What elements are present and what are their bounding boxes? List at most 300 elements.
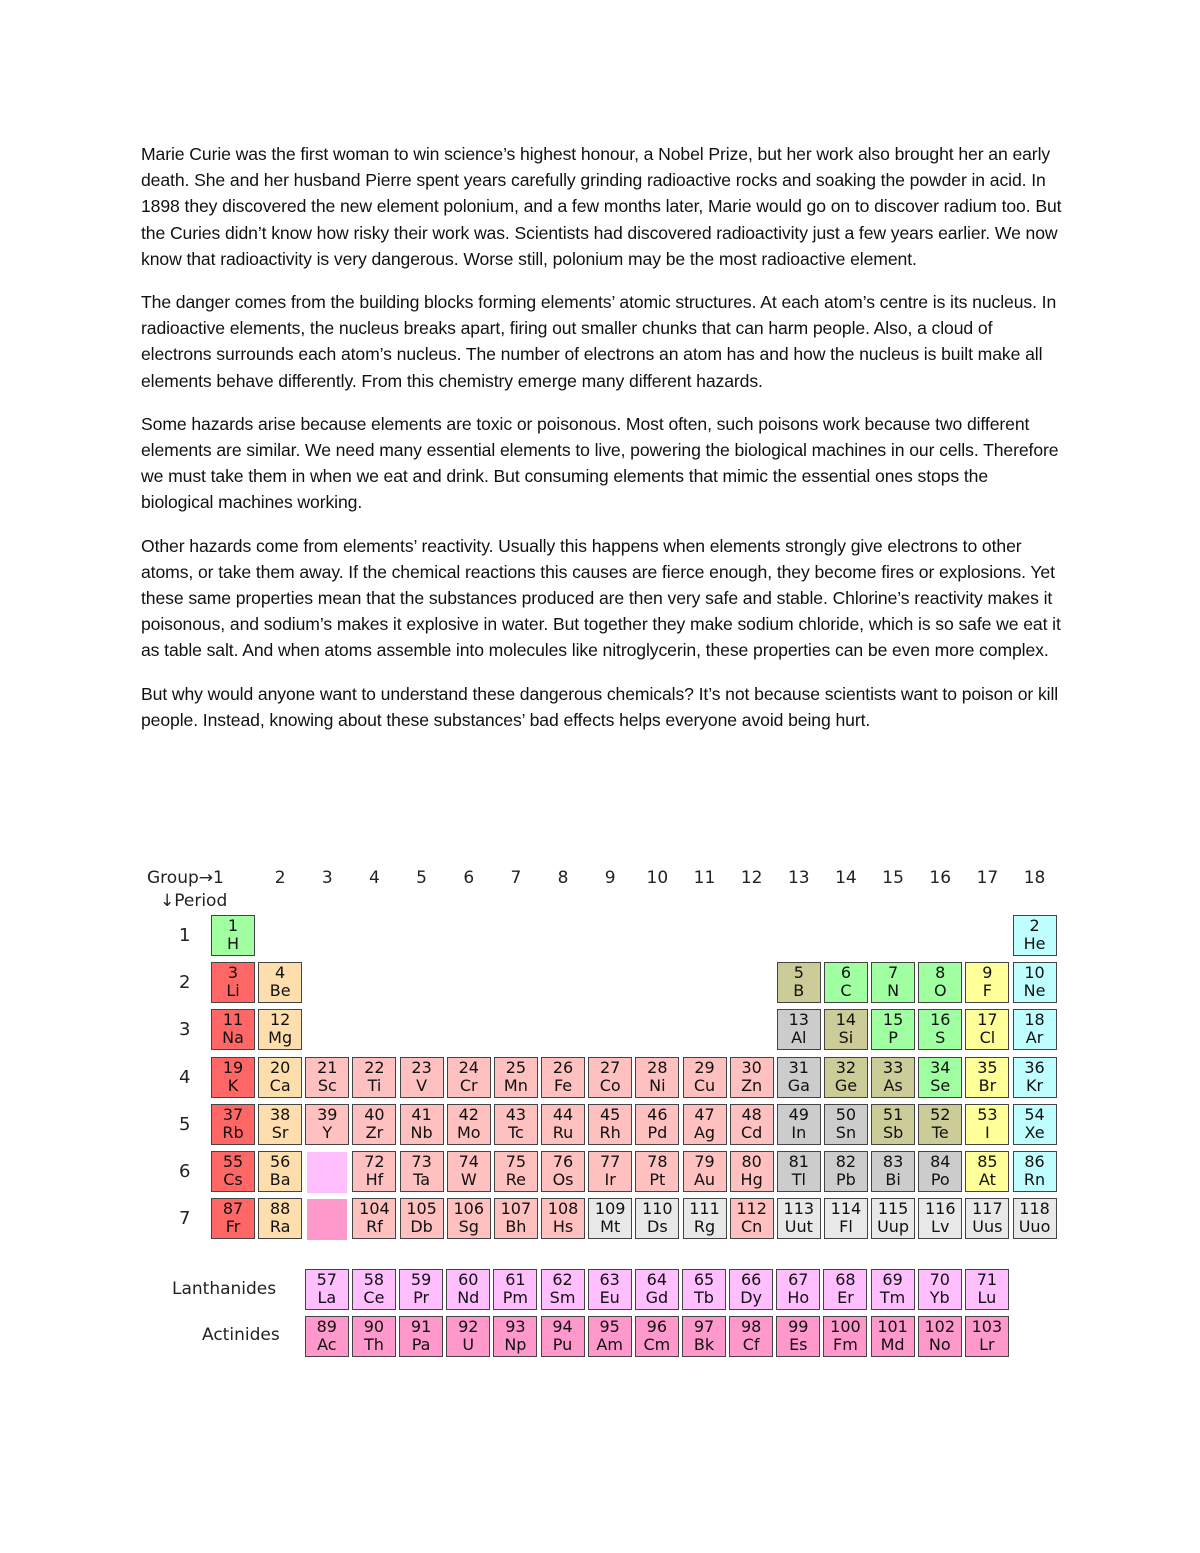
atomic-number: 17: [977, 1010, 998, 1030]
element-cell: [965, 1269, 1009, 1310]
atomic-number: 108: [547, 1199, 579, 1219]
atomic-number: 30: [741, 1057, 762, 1077]
atomic-number: 85: [977, 1152, 998, 1171]
element-symbol: Po: [930, 1170, 950, 1189]
element-symbol: S: [935, 1028, 946, 1048]
atomic-number: 61: [505, 1270, 526, 1289]
element-cell: [871, 962, 915, 1003]
atomic-number: 52: [930, 1104, 951, 1124]
element-cell: [493, 1269, 537, 1310]
element-symbol: Ta: [413, 1170, 431, 1189]
element-cell: [211, 1009, 255, 1050]
element-symbol: Bk: [693, 1335, 715, 1354]
period-number: 4: [179, 1066, 191, 1088]
element-symbol: Er: [837, 1288, 854, 1307]
element-cell: [400, 1104, 444, 1145]
element-symbol: Na: [222, 1028, 244, 1048]
atomic-number: 105: [406, 1199, 437, 1219]
element-symbol: Fe: [553, 1075, 573, 1095]
element-cell: [211, 1057, 255, 1098]
element-cell: [400, 1198, 444, 1239]
element-symbol: Cr: [459, 1075, 478, 1095]
element-symbol: Es: [789, 1335, 808, 1354]
atomic-number: 22: [364, 1057, 385, 1077]
element-cell: [541, 1104, 585, 1145]
element-symbol: P: [888, 1028, 898, 1048]
element-symbol: Eu: [599, 1288, 620, 1307]
element-cell: [824, 962, 868, 1003]
paragraph: But why would anyone want to understand these dangerous chemicals? It’s not because scientists want to poison or kill people. Instead, knowing about these substances’ bad effects helps everyone avoid being hurt.: [141, 683, 1059, 730]
element-symbol: Np: [504, 1335, 527, 1354]
element-cell: [918, 1009, 962, 1050]
element-cell: [682, 1269, 726, 1310]
paragraph: Other hazards come from elements’ reactivity. Usually this happens when elements strongly give electrons to other atoms, or take them away. If the chemical reactions this causes are fierce enough, they become fires or explosions. Yet these same properties mean that the substances produced are then very safe and stable. Chlorine’s reactivity makes it poisonous, and sodium’s makes it explosive in water. But together they make sodium chloride, which is so safe we eat it as table salt. And when atoms assemble into molecules like nitroglycerin, these properties can be even more complex.: [141, 535, 1061, 661]
element-symbol: Cd: [740, 1122, 763, 1142]
element-cell: [777, 1198, 821, 1239]
atomic-number: 76: [552, 1152, 574, 1171]
element-cell: [635, 1198, 679, 1239]
element-cell: [965, 962, 1009, 1003]
element-symbol: Sr: [271, 1122, 289, 1142]
group-number: 3: [321, 868, 333, 888]
element-symbol: Cf: [742, 1335, 760, 1354]
atomic-number: 92: [458, 1317, 479, 1336]
element-symbol: In: [791, 1122, 807, 1142]
atomic-number: 111: [689, 1199, 720, 1219]
element-symbol: I: [985, 1122, 990, 1142]
element-cell: [824, 1151, 868, 1192]
element-symbol: F: [982, 981, 992, 1001]
atomic-number: 97: [693, 1317, 715, 1336]
group-number: 7: [510, 868, 522, 888]
element-cell: [447, 1057, 491, 1098]
element-cell: [494, 1057, 538, 1098]
atomic-number: 26: [552, 1057, 574, 1077]
element-symbol: Fm: [833, 1335, 858, 1354]
atomic-number: 31: [788, 1057, 809, 1077]
atomic-number: 107: [500, 1199, 532, 1219]
atomic-number: 116: [924, 1199, 956, 1219]
group-number: 2: [274, 868, 286, 888]
group-number: 8: [557, 868, 569, 888]
element-cell: [588, 1198, 632, 1239]
element-symbol: Ar: [1025, 1028, 1044, 1048]
atomic-number: 37: [222, 1104, 244, 1124]
element-symbol: Cl: [979, 1028, 996, 1048]
element-cell: [635, 1269, 679, 1310]
element-symbol: Fr: [225, 1217, 241, 1237]
element-symbol: Yb: [929, 1288, 950, 1307]
period-number: 5: [179, 1113, 191, 1135]
element-symbol: Th: [363, 1335, 384, 1354]
element-cell: [777, 1009, 821, 1050]
element-cell: [305, 1316, 349, 1357]
element-cell: [683, 1057, 727, 1098]
element-cell: [494, 1151, 538, 1192]
element-cell: [730, 1198, 774, 1239]
element-cell: [730, 1057, 774, 1098]
atomic-number: 73: [411, 1152, 432, 1171]
atomic-number: 32: [835, 1057, 857, 1077]
element-cell: [305, 1104, 349, 1145]
element-cell: [965, 1198, 1009, 1239]
atomic-number: 51: [882, 1104, 904, 1124]
element-symbol: Zr: [365, 1122, 384, 1142]
atomic-number: 23: [411, 1057, 432, 1077]
element-cell: [824, 1009, 868, 1050]
element-cell: [729, 1269, 773, 1310]
atomic-number: 20: [269, 1057, 291, 1077]
element-symbol: K: [227, 1075, 239, 1095]
atomic-number: 56: [269, 1152, 291, 1171]
element-cell: [352, 1057, 396, 1098]
element-symbol: Fl: [839, 1217, 853, 1237]
element-symbol: Ne: [1023, 981, 1046, 1001]
atomic-number: 43: [505, 1104, 527, 1124]
element-cell: [918, 1198, 962, 1239]
atomic-number: 4: [275, 963, 286, 983]
element-symbol: Te: [931, 1122, 949, 1142]
element-cell: [541, 1057, 585, 1098]
element-symbol: Pr: [413, 1288, 430, 1307]
actinide-placeholder: [307, 1199, 347, 1240]
atomic-number: 70: [929, 1270, 950, 1289]
element-symbol: H: [226, 934, 240, 953]
atomic-number: 12: [269, 1010, 291, 1030]
element-cell: [541, 1269, 585, 1310]
element-cell: [730, 1151, 774, 1192]
atomic-number: 1: [227, 916, 239, 935]
element-symbol: O: [933, 981, 947, 1001]
paragraph: Some hazards arise because elements are toxic or poisonous. Most often, such poisons work because two different elements are similar. We need many essential elements to live, powering the biological machines in our cells. Therefore we must take them in when we eat and drink. But consuming elements that mimic the essential ones stops the biological machines working.: [141, 413, 1059, 513]
atomic-number: 19: [222, 1057, 244, 1077]
element-cell: [1013, 1104, 1057, 1145]
element-cell: [258, 1198, 302, 1239]
atomic-number: 2: [1029, 916, 1040, 935]
lanthanides-label: Lanthanides: [172, 1279, 277, 1299]
element-symbol: Mo: [456, 1122, 481, 1142]
element-symbol: Cs: [223, 1170, 243, 1189]
atomic-number: 67: [788, 1270, 809, 1289]
element-symbol: Ge: [834, 1075, 858, 1095]
element-symbol: He: [1023, 934, 1046, 953]
atomic-number: 3: [227, 963, 239, 983]
element-cell: [965, 1104, 1009, 1145]
element-cell: [683, 1104, 727, 1145]
atomic-number: 100: [830, 1317, 861, 1336]
atomic-number: 25: [505, 1057, 527, 1077]
group-number: 4: [369, 868, 380, 888]
atomic-number: 33: [882, 1057, 904, 1077]
atomic-number: 18: [1024, 1010, 1045, 1030]
atomic-number: 81: [788, 1152, 809, 1171]
atomic-number: 114: [830, 1199, 862, 1219]
atomic-number: 58: [363, 1270, 385, 1289]
atomic-number: 50: [835, 1104, 857, 1124]
atomic-number: 21: [317, 1057, 338, 1077]
atomic-number: 65: [693, 1270, 715, 1289]
atomic-number: 9: [982, 963, 993, 983]
element-symbol: Bi: [885, 1170, 901, 1189]
element-symbol: Ba: [269, 1170, 291, 1189]
element-cell: [918, 1057, 962, 1098]
element-symbol: La: [317, 1288, 337, 1307]
atomic-number: 113: [783, 1199, 815, 1219]
atomic-number: 15: [882, 1010, 904, 1030]
atomic-number: 53: [977, 1104, 998, 1124]
element-symbol: Pm: [502, 1288, 528, 1307]
element-cell: [493, 1316, 537, 1357]
element-cell: [541, 1198, 585, 1239]
element-symbol: No: [928, 1335, 951, 1354]
element-symbol: Db: [410, 1217, 433, 1237]
group-label: Group→1: [147, 868, 224, 888]
element-cell: [258, 1151, 302, 1192]
element-cell: [823, 1269, 867, 1310]
atomic-number: 39: [317, 1104, 338, 1124]
element-cell: [918, 1151, 962, 1192]
group-number: 12: [740, 868, 763, 888]
paragraph: Marie Curie was the first woman to win science’s highest honour, a Nobel Prize, but her work also brought her an early death. She and her husband Pierre spent years carefully grinding radioactive rocks and soaking the powder in acid. In 1898 they discovered the new element polonium, and a few months later, Marie would go on to discover radium too. But the Curies didn’t know how risky their work was. Scientists had discovered radioactivity just a few years earlier. We now know that radioactivity is very dangerous. Worse still, polonium may be the most radioactive element.: [141, 144, 1062, 269]
group-number: 16: [929, 868, 952, 888]
element-symbol: Uup: [877, 1217, 910, 1237]
atomic-number: 118: [1019, 1199, 1050, 1219]
element-cell: [824, 1198, 868, 1239]
element-cell: [305, 1057, 349, 1098]
atomic-number: 47: [694, 1104, 715, 1124]
element-cell: [871, 1198, 915, 1239]
atomic-number: 104: [359, 1199, 390, 1219]
atomic-number: 106: [453, 1199, 485, 1219]
element-cell: [965, 1057, 1009, 1098]
element-cell: [211, 1151, 255, 1192]
atomic-number: 93: [505, 1317, 526, 1336]
element-cell: [635, 1057, 679, 1098]
element-symbol: Ce: [363, 1288, 385, 1307]
element-cell: [871, 1104, 915, 1145]
atomic-number: 71: [976, 1270, 998, 1289]
element-symbol: Ca: [269, 1075, 291, 1095]
element-cell: [399, 1316, 443, 1357]
atomic-number: 36: [1024, 1057, 1045, 1077]
period-number: 7: [179, 1208, 191, 1230]
element-symbol: Mg: [268, 1028, 293, 1048]
atomic-number: 38: [269, 1104, 291, 1124]
element-cell: [352, 1316, 396, 1357]
atomic-number: 10: [1024, 963, 1045, 983]
group-number: 18: [1023, 868, 1046, 888]
atomic-number: 95: [599, 1317, 620, 1336]
element-cell: [258, 1009, 302, 1050]
element-symbol: Pd: [647, 1122, 668, 1142]
element-cell: [635, 1104, 679, 1145]
element-cell: [965, 1316, 1009, 1357]
element-cell: [871, 1151, 915, 1192]
element-cell: [777, 1057, 821, 1098]
element-symbol: Si: [838, 1028, 854, 1048]
actinides-label: Actinides: [202, 1325, 280, 1345]
group-number: 15: [882, 868, 904, 888]
element-cell: [777, 1151, 821, 1192]
element-symbol: Rf: [366, 1217, 383, 1237]
period-number: 1: [179, 925, 191, 946]
element-symbol: Lu: [977, 1288, 997, 1307]
element-cell: [635, 1151, 679, 1192]
element-cell: [824, 1104, 868, 1145]
element-cell: [258, 1057, 302, 1098]
element-symbol: Am: [596, 1335, 623, 1354]
element-cell: [918, 962, 962, 1003]
period-number: 3: [179, 1019, 191, 1041]
element-symbol: Li: [226, 981, 240, 1001]
element-symbol: Cm: [643, 1335, 671, 1354]
element-cell: [965, 1151, 1009, 1192]
atomic-number: 41: [411, 1104, 432, 1124]
atomic-number: 63: [599, 1270, 620, 1289]
lanthanide-placeholder: [307, 1152, 347, 1193]
atomic-number: 78: [647, 1152, 668, 1171]
atomic-number: 83: [882, 1152, 904, 1171]
element-cell: [1013, 962, 1057, 1003]
element-cell: [683, 1151, 727, 1192]
element-cell: [588, 1057, 632, 1098]
element-symbol: Ra: [269, 1217, 291, 1237]
atomic-number: 89: [316, 1317, 337, 1336]
element-symbol: Sb: [882, 1122, 904, 1142]
element-symbol: Lr: [979, 1335, 995, 1354]
element-symbol: Ho: [787, 1288, 810, 1307]
element-symbol: Nd: [457, 1288, 480, 1307]
element-cell: [871, 1009, 915, 1050]
atomic-number: 109: [594, 1199, 626, 1219]
atomic-number: 99: [788, 1317, 809, 1336]
element-cell: [352, 1269, 396, 1310]
atomic-number: 102: [924, 1317, 956, 1336]
element-symbol: Lv: [931, 1217, 950, 1237]
element-cell: [494, 1198, 538, 1239]
element-symbol: Tl: [791, 1170, 806, 1189]
atomic-number: 77: [600, 1152, 621, 1171]
element-symbol: Nb: [410, 1122, 433, 1142]
atomic-number: 34: [930, 1057, 951, 1077]
element-symbol: B: [793, 981, 805, 1001]
element-cell: [211, 962, 255, 1003]
atomic-number: 60: [458, 1270, 479, 1289]
element-symbol: Be: [269, 981, 291, 1001]
atomic-number: 55: [222, 1152, 244, 1171]
group-number: 13: [787, 868, 810, 888]
element-symbol: Ir: [604, 1170, 616, 1189]
element-symbol: Gd: [645, 1288, 669, 1307]
atomic-number: 69: [882, 1270, 903, 1289]
element-symbol: Cu: [693, 1075, 716, 1095]
atomic-number: 57: [316, 1270, 337, 1289]
atomic-number: 8: [935, 963, 946, 983]
group-number: 11: [693, 868, 716, 888]
element-symbol: At: [978, 1170, 996, 1189]
element-symbol: Ti: [367, 1075, 382, 1095]
element-symbol: Hs: [552, 1217, 574, 1237]
element-cell: [400, 1057, 444, 1098]
period-label: ↓Period: [160, 891, 228, 911]
atomic-number: 35: [977, 1057, 998, 1077]
element-cell: [1013, 1009, 1057, 1050]
element-cell: [777, 1104, 821, 1145]
element-symbol: Rb: [222, 1122, 244, 1142]
element-symbol: Ac: [317, 1335, 337, 1354]
atomic-number: 101: [877, 1317, 908, 1336]
atomic-number: 27: [600, 1057, 621, 1077]
element-cell: [588, 1104, 632, 1145]
element-cell: [776, 1269, 820, 1310]
element-cell: [399, 1269, 443, 1310]
element-symbol: Al: [791, 1028, 807, 1048]
atomic-number: 28: [647, 1057, 668, 1077]
group-number: 9: [604, 868, 616, 888]
atomic-number: 72: [364, 1152, 385, 1171]
element-symbol: Ag: [693, 1122, 716, 1142]
element-symbol: Mt: [600, 1217, 621, 1237]
element-cell: [1013, 915, 1057, 956]
atomic-number: 90: [363, 1317, 385, 1336]
element-symbol: Tm: [879, 1288, 906, 1307]
element-cell: [494, 1104, 538, 1145]
atomic-number: 79: [694, 1152, 715, 1171]
element-symbol: Ni: [649, 1075, 666, 1095]
element-cell: [447, 1151, 491, 1192]
atomic-number: 6: [840, 963, 852, 983]
atomic-number: 94: [552, 1317, 573, 1336]
element-symbol: Os: [552, 1170, 574, 1189]
element-cell: [1013, 1057, 1057, 1098]
element-cell: [683, 1198, 727, 1239]
atomic-number: 91: [410, 1317, 432, 1336]
element-cell: [447, 1104, 491, 1145]
element-symbol: Rn: [1023, 1170, 1046, 1189]
element-symbol: As: [883, 1075, 903, 1095]
element-symbol: Md: [880, 1335, 905, 1354]
element-symbol: Y: [322, 1122, 333, 1142]
element-cell: [1013, 1151, 1057, 1192]
element-cell: [1013, 1198, 1057, 1239]
group-number: 6: [463, 868, 475, 888]
atomic-number: 14: [835, 1010, 857, 1030]
atomic-number: 82: [835, 1152, 857, 1171]
element-symbol: W: [460, 1170, 477, 1189]
element-symbol: Tb: [694, 1288, 714, 1307]
atomic-number: 68: [835, 1270, 856, 1289]
atomic-number: 42: [458, 1104, 479, 1124]
element-cell: [777, 962, 821, 1003]
element-cell: [965, 1009, 1009, 1050]
element-cell: [918, 1269, 962, 1310]
element-symbol: Hg: [740, 1170, 763, 1189]
element-cell: [211, 1104, 255, 1145]
element-cell: [352, 1198, 396, 1239]
element-cell: [211, 1198, 255, 1239]
atomic-number: 86: [1024, 1152, 1045, 1171]
element-symbol: Pb: [836, 1170, 856, 1189]
element-cell: [258, 1104, 302, 1145]
element-cell: [588, 1151, 632, 1192]
atomic-number: 49: [788, 1104, 809, 1124]
atomic-number: 88: [269, 1199, 291, 1219]
atomic-number: 75: [505, 1152, 527, 1171]
atomic-number: 115: [877, 1199, 909, 1219]
group-number: 10: [646, 868, 669, 888]
element-symbol: Pu: [552, 1335, 573, 1354]
atomic-number: 29: [694, 1057, 715, 1077]
